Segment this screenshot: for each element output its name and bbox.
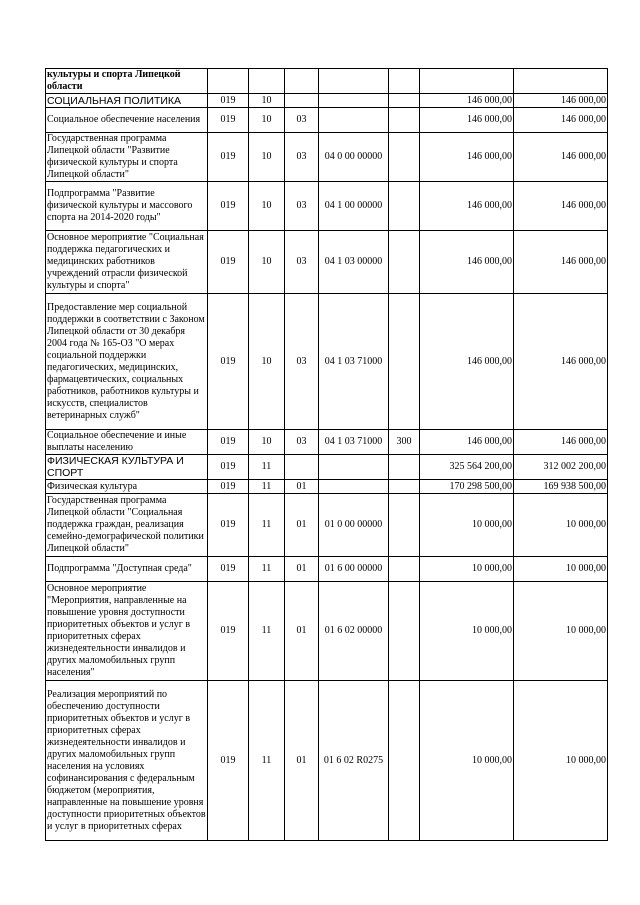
amount-year2-cell: 10 000,00 bbox=[514, 582, 608, 681]
target-article-cell bbox=[319, 108, 389, 133]
amount-year1-cell: 10 000,00 bbox=[420, 582, 514, 681]
target-article-cell: 01 6 02 00000 bbox=[319, 582, 389, 681]
section-cell: 10 bbox=[249, 294, 285, 430]
admin-code-cell: 019 bbox=[208, 182, 249, 231]
subsection-cell bbox=[285, 69, 319, 94]
section-cell: 10 bbox=[249, 133, 285, 182]
expense-type-cell bbox=[389, 681, 420, 841]
amount-year1-cell bbox=[420, 69, 514, 94]
amount-year1-cell: 146 000,00 bbox=[420, 294, 514, 430]
admin-code-cell: 019 bbox=[208, 94, 249, 108]
section-cell: 11 bbox=[249, 582, 285, 681]
target-article-cell bbox=[319, 455, 389, 480]
row-name: Социальное обеспечение и иные выплаты населению bbox=[46, 430, 208, 455]
row-name: СОЦИАЛЬНАЯ ПОЛИТИКА bbox=[46, 94, 208, 108]
amount-year2-cell: 146 000,00 bbox=[514, 94, 608, 108]
expense-type-cell: 300 bbox=[389, 430, 420, 455]
section-cell: 10 bbox=[249, 94, 285, 108]
section-cell: 10 bbox=[249, 182, 285, 231]
amount-year1-cell: 146 000,00 bbox=[420, 430, 514, 455]
amount-year1-cell: 10 000,00 bbox=[420, 557, 514, 582]
target-article-cell: 04 1 00 00000 bbox=[319, 182, 389, 231]
amount-year2-cell: 146 000,00 bbox=[514, 182, 608, 231]
subsection-cell: 03 bbox=[285, 182, 319, 231]
expense-type-cell bbox=[389, 480, 420, 494]
section-cell: 10 bbox=[249, 108, 285, 133]
subsection-cell: 03 bbox=[285, 133, 319, 182]
row-name: Реализация мероприятий по обеспечению доступности приоритетных объектов и услуг в приоритетных сферах жизнедеятельности инвалидов и других маломобильных групп населения на условиях софинансирования с федеральным бюджетом (мероприятия, направленные на повышение уровня доступности приоритетных объектов и услуг в приоритетных сферах bbox=[46, 681, 208, 841]
table-row bbox=[46, 133, 608, 182]
target-article-cell bbox=[319, 480, 389, 494]
admin-code-cell: 019 bbox=[208, 133, 249, 182]
section-cell: 11 bbox=[249, 455, 285, 480]
expense-type-cell bbox=[389, 108, 420, 133]
amount-year1-cell: 146 000,00 bbox=[420, 231, 514, 294]
expense-type-cell bbox=[389, 494, 420, 557]
admin-code-cell: 019 bbox=[208, 294, 249, 430]
target-article-cell: 01 6 02 R0275 bbox=[319, 681, 389, 841]
expense-type-cell bbox=[389, 582, 420, 681]
target-article-cell: 01 6 00 00000 bbox=[319, 557, 389, 582]
row-name: Основное мероприятие "Мероприятия, направленные на повышение уровня доступности приоритетных объектов и услуг в приоритетных сферах жизнедеятельности инвалидов и других маломобильных групп населения" bbox=[46, 582, 208, 681]
admin-code-cell: 019 bbox=[208, 582, 249, 681]
amount-year2-cell: 146 000,00 bbox=[514, 294, 608, 430]
amount-year1-cell: 146 000,00 bbox=[420, 94, 514, 108]
row-name: Государственная программа Липецкой области "Социальная поддержка граждан, реализация семейно-демографической политики Липецкой области" bbox=[46, 494, 208, 557]
table-row bbox=[46, 108, 608, 133]
subsection-cell: 03 bbox=[285, 108, 319, 133]
admin-code-cell: 019 bbox=[208, 455, 249, 480]
subsection-cell: 03 bbox=[285, 430, 319, 455]
section-cell: 10 bbox=[249, 430, 285, 455]
target-article-cell: 04 0 00 00000 bbox=[319, 133, 389, 182]
amount-year2-cell: 146 000,00 bbox=[514, 108, 608, 133]
expense-type-cell bbox=[389, 182, 420, 231]
table-row bbox=[46, 455, 608, 480]
amount-year1-cell: 146 000,00 bbox=[420, 108, 514, 133]
target-article-cell bbox=[319, 69, 389, 94]
admin-code-cell: 019 bbox=[208, 494, 249, 557]
subsection-cell bbox=[285, 94, 319, 108]
target-article-cell: 04 1 03 71000 bbox=[319, 430, 389, 455]
amount-year1-cell: 146 000,00 bbox=[420, 133, 514, 182]
expense-type-cell bbox=[389, 557, 420, 582]
admin-code-cell: 019 bbox=[208, 108, 249, 133]
row-name: Подпрограмма "Развитие физической культуры и массового спорта на 2014-2020 годы" bbox=[46, 182, 208, 231]
subsection-cell: 01 bbox=[285, 557, 319, 582]
subsection-cell: 03 bbox=[285, 231, 319, 294]
target-article-cell: 01 0 00 00000 bbox=[319, 494, 389, 557]
target-article-cell: 04 1 03 71000 bbox=[319, 294, 389, 430]
row-name: Физическая культура bbox=[46, 480, 208, 494]
amount-year2-cell: 146 000,00 bbox=[514, 430, 608, 455]
table-row bbox=[46, 182, 608, 231]
expense-type-cell bbox=[389, 69, 420, 94]
row-name: Государственная программа Липецкой области "Развитие физической культуры и спорта Липецкой области" bbox=[46, 133, 208, 182]
row-name: ФИЗИЧЕСКАЯ КУЛЬТУРА И СПОРТ bbox=[46, 455, 208, 480]
subsection-cell bbox=[285, 455, 319, 480]
table-row bbox=[46, 231, 608, 294]
amount-year2-cell: 10 000,00 bbox=[514, 681, 608, 841]
admin-code-cell: 019 bbox=[208, 480, 249, 494]
table-row bbox=[46, 557, 608, 582]
section-cell: 10 bbox=[249, 231, 285, 294]
table-row bbox=[46, 430, 608, 455]
table-row bbox=[46, 69, 608, 94]
amount-year1-cell: 325 564 200,00 bbox=[420, 455, 514, 480]
row-name: Основное мероприятие "Социальная поддержка педагогических и медицинских работников учреждений отрасли физической культуры и спорта" bbox=[46, 231, 208, 294]
admin-code-cell bbox=[208, 69, 249, 94]
row-name: Предоставление мер социальной поддержки в соответствии с Законом Липецкой области от 30 декабря 2004 года № 165-ОЗ "О мерах социальной поддержки педагогических, медицинских, фармацевтических, социальных работников, работников культуры и искусств, специалистов ветеринарных служб" bbox=[46, 294, 208, 430]
subsection-cell: 03 bbox=[285, 294, 319, 430]
expense-type-cell bbox=[389, 133, 420, 182]
section-cell: 11 bbox=[249, 557, 285, 582]
amount-year2-cell: 146 000,00 bbox=[514, 133, 608, 182]
amount-year2-cell: 10 000,00 bbox=[514, 494, 608, 557]
admin-code-cell: 019 bbox=[208, 231, 249, 294]
section-cell bbox=[249, 69, 285, 94]
subsection-cell: 01 bbox=[285, 681, 319, 841]
table-row bbox=[46, 494, 608, 557]
amount-year2-cell bbox=[514, 69, 608, 94]
row-name: Подпрограмма "Доступная среда" bbox=[46, 557, 208, 582]
budget-table bbox=[45, 68, 608, 841]
table-row bbox=[46, 681, 608, 841]
table-row bbox=[46, 94, 608, 108]
admin-code-cell: 019 bbox=[208, 430, 249, 455]
target-article-cell: 04 1 03 00000 bbox=[319, 231, 389, 294]
section-cell: 11 bbox=[249, 681, 285, 841]
subsection-cell: 01 bbox=[285, 494, 319, 557]
expense-type-cell bbox=[389, 94, 420, 108]
subsection-cell: 01 bbox=[285, 480, 319, 494]
admin-code-cell: 019 bbox=[208, 557, 249, 582]
row-name: Социальное обеспечение населения bbox=[46, 108, 208, 133]
amount-year1-cell: 170 298 500,00 bbox=[420, 480, 514, 494]
section-cell: 11 bbox=[249, 480, 285, 494]
table-row bbox=[46, 480, 608, 494]
expense-type-cell bbox=[389, 455, 420, 480]
amount-year1-cell: 10 000,00 bbox=[420, 494, 514, 557]
amount-year2-cell: 312 002 200,00 bbox=[514, 455, 608, 480]
amount-year2-cell: 169 938 500,00 bbox=[514, 480, 608, 494]
table-row bbox=[46, 582, 608, 681]
expense-type-cell bbox=[389, 231, 420, 294]
amount-year1-cell: 10 000,00 bbox=[420, 681, 514, 841]
amount-year2-cell: 10 000,00 bbox=[514, 557, 608, 582]
expense-type-cell bbox=[389, 294, 420, 430]
target-article-cell bbox=[319, 94, 389, 108]
table-row bbox=[46, 294, 608, 430]
amount-year1-cell: 146 000,00 bbox=[420, 182, 514, 231]
subsection-cell: 01 bbox=[285, 582, 319, 681]
admin-code-cell: 019 bbox=[208, 681, 249, 841]
section-cell: 11 bbox=[249, 494, 285, 557]
amount-year2-cell: 146 000,00 bbox=[514, 231, 608, 294]
row-name: культуры и спорта Липецкой области bbox=[46, 69, 208, 94]
